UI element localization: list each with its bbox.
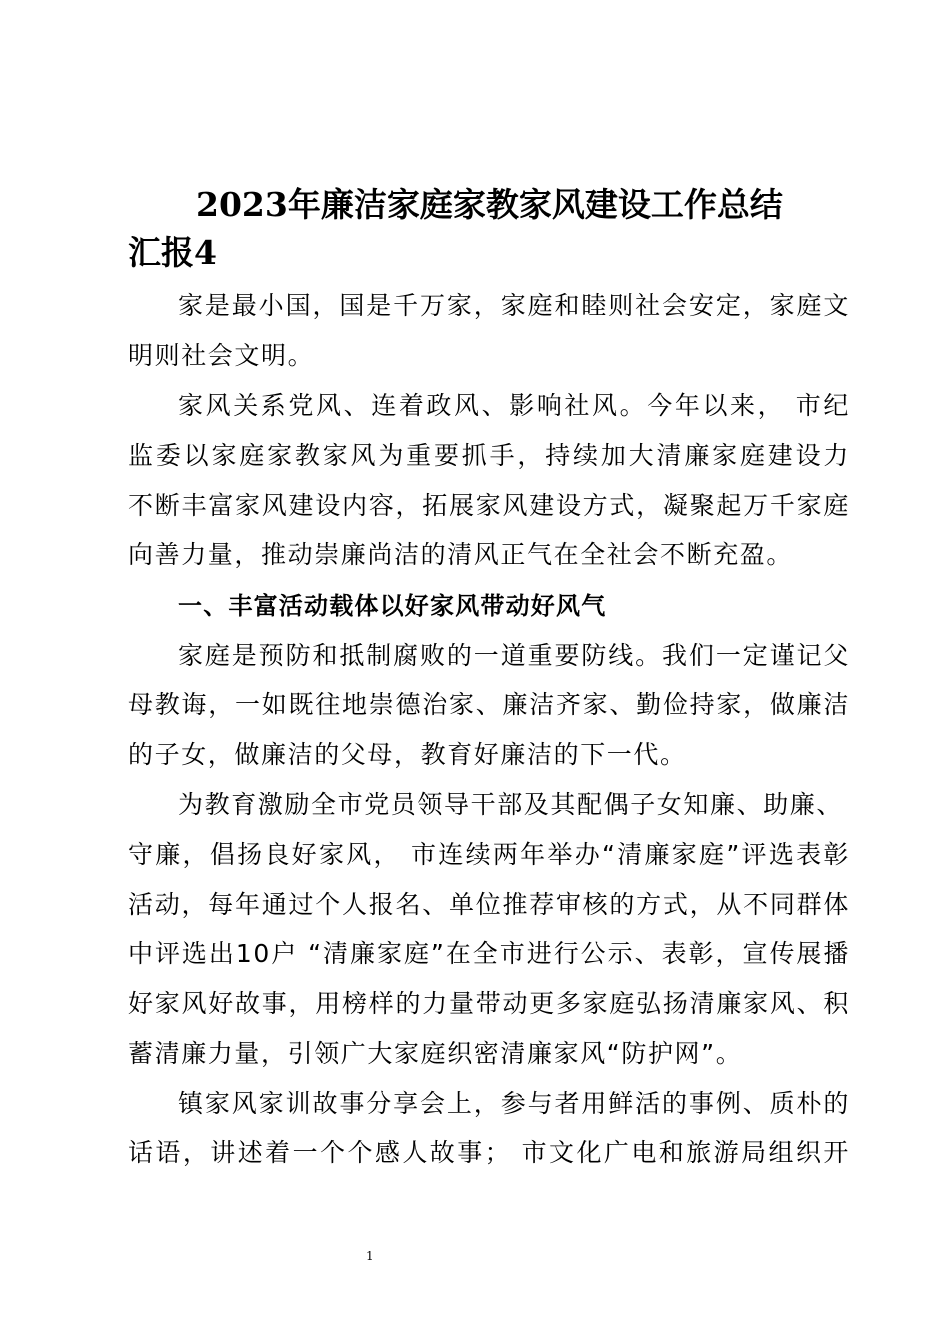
paragraph-4-line-1: 为教育激励全市党员领导干部及其配偶子女知廉、助廉、 [178,790,844,819]
paragraph-1-line-1: 家是最小国，国是千万家，家庭和睦则社会安定，家庭文 [178,291,850,320]
paragraph-2-line-3: 不断丰富家风建设内容，拓展家风建设方式，凝聚起万千家庭 [128,491,850,520]
paragraph-3-line-3: 的子女，做廉洁的父母，教育好廉洁的下一代。 [128,740,687,769]
paragraph-4-line-2: 守廉，倡扬良好家风， 市连续两年举办“清廉家庭”评选表彰 [128,840,850,869]
paragraph-1-line-2: 明则社会文明。 [128,341,315,370]
paragraph-4-line-4: 中评选出10户 “清廉家庭”在全市进行公示、表彰，宣传展播 [128,939,850,968]
paragraph-2-line-2: 监委以家庭家教家风为重要抓手，持续加大清廉家庭建设力 [128,441,850,470]
document-title-line-2: 汇报4 [128,233,217,272]
paragraph-4-line-3: 活动，每年通过个人报名、单位推荐审核的方式，从不同群体 [128,890,850,919]
paragraph-4-line-6: 蓄清廉力量，引领广大家庭织密清廉家风“防护网”。 [128,1039,743,1068]
paragraph-3-line-1: 家庭是预防和抵制腐败的一道重要防线。我们一定谨记父 [178,641,850,670]
paragraph-2-line-1: 家风关系党风、连着政风、影响社风。今年以来， 市纪 [178,391,850,420]
paragraph-3-line-2: 母教诲，一如既往地崇德治家、廉洁齐家、勤俭持家，做廉洁 [128,690,850,719]
page-number: 1 [366,1249,374,1263]
paragraph-5-line-2: 话语，讲述着一个个感人故事； 市文化广电和旅游局组织开 [128,1138,850,1167]
section-heading-1: 一、丰富活动载体以好家风带动好风气 [178,592,607,620]
paragraph-4-line-5: 好家风好故事，用榜样的力量带动更多家庭弘扬清廉家风、积 [128,989,850,1018]
document-title-line-1: 2023年廉洁家庭家教家风建设工作总结 [196,185,783,224]
paragraph-5-line-1: 镇家风家训故事分享会上，参与者用鲜活的事例、质朴的 [178,1089,850,1118]
paragraph-2-line-4: 向善力量，推动崇廉尚洁的清风正气在全社会不断充盈。 [128,540,794,569]
